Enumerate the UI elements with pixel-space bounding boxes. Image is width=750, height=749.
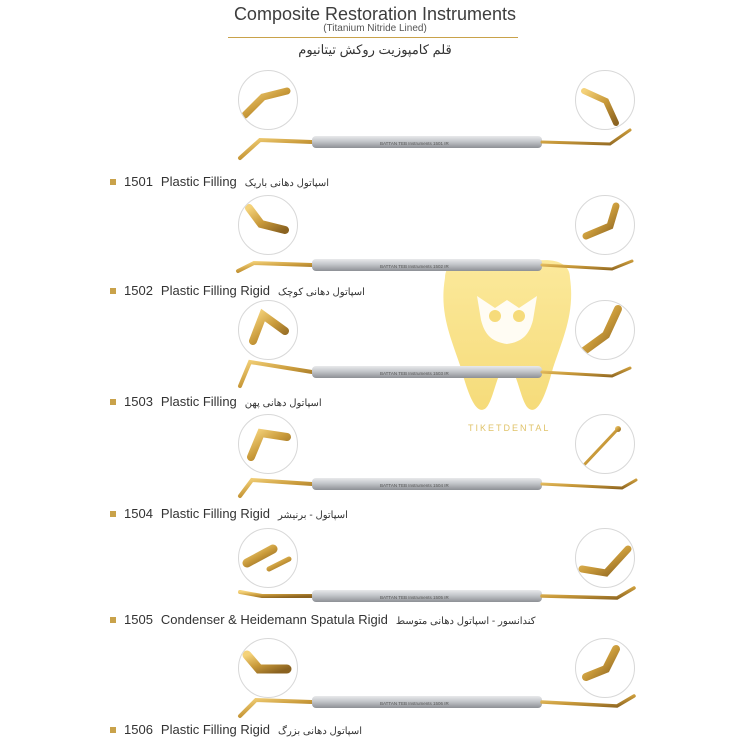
page-title: Composite Restoration Instruments [233, 4, 517, 24]
left-tip-closeup-image [238, 300, 298, 360]
left-tip-closeup-image [238, 528, 298, 588]
right-tip-closeup-image [575, 414, 635, 474]
product-item-1503 [0, 300, 750, 410]
product-persian-name: کندانسور - اسپاتول دهانی متوسط [395, 616, 536, 627]
product-name: Plastic Filling [160, 174, 237, 189]
instrument-marking: BATTAN TEB Instruments 1505 IR [380, 595, 449, 600]
instrument-image [232, 688, 642, 724]
title-divider [228, 37, 518, 38]
instrument-image [232, 251, 642, 287]
left-tip-closeup-image [238, 414, 298, 474]
product-persian-name: اسپاتول دهانی بزرگ [278, 726, 362, 737]
right-tip-closeup-image [575, 195, 635, 255]
product-code: 1503 [124, 394, 153, 409]
instrument-marking: BATTAN TEB Instruments 1502 IR [380, 264, 449, 269]
instrument-marking: BATTAN TEB Instruments 1503 IR [380, 371, 449, 376]
product-code: 1506 [124, 722, 153, 737]
bullet-icon [110, 179, 116, 185]
watermark-brand: TIKETDENTAL [468, 423, 551, 433]
product-name: Plastic Filling Rigid [160, 506, 271, 521]
product-caption [110, 612, 536, 627]
right-tip-closeup-image [575, 70, 635, 130]
product-item-1506 [0, 638, 750, 748]
left-tip-closeup-image [238, 70, 298, 130]
bullet-icon [110, 288, 116, 294]
product-caption [110, 174, 329, 189]
bullet-icon [110, 511, 116, 517]
page-subtitle: (Titanium Nitride Lined) [323, 23, 427, 34]
product-name: Plastic Filling Rigid [160, 283, 271, 298]
instrument-image [232, 128, 642, 164]
product-item-1505 [0, 528, 750, 638]
product-code: 1502 [124, 283, 153, 298]
product-code: 1504 [124, 506, 153, 521]
product-code: 1505 [124, 612, 153, 627]
persian-title: قلم کامپوزیت روکش تیتانیوم [298, 42, 452, 57]
product-persian-name: اسپاتول - برنیشر [278, 510, 348, 521]
product-caption [110, 283, 365, 298]
bullet-icon [110, 617, 116, 623]
product-item-1501 [0, 70, 750, 190]
product-name: Plastic Filling [160, 394, 237, 409]
instrument-marking: BATTAN TEB Instruments 1501 IR [380, 141, 449, 146]
product-name: Condenser & Heidemann Spatula Rigid [160, 612, 388, 627]
instrument-image [232, 470, 642, 506]
product-name: Plastic Filling Rigid [160, 722, 271, 737]
instrument-marking: BATTAN TEB Instruments 1506 IR [380, 701, 449, 706]
product-caption [110, 722, 362, 737]
product-persian-name: اسپاتول دهانی پهن [244, 398, 322, 409]
product-persian-name: اسپاتول دهانی کوچک [278, 287, 365, 298]
right-tip-closeup-image [575, 528, 635, 588]
product-item-1502 [0, 195, 750, 305]
product-code: 1501 [124, 174, 153, 189]
instrument-image [232, 356, 642, 392]
right-tip-closeup-image [575, 300, 635, 360]
bullet-icon [110, 399, 116, 405]
instrument-marking: BATTAN TEB Instruments 1504 IR [380, 483, 449, 488]
product-caption [110, 394, 322, 409]
left-tip-closeup-image [238, 195, 298, 255]
bullet-icon [110, 727, 116, 733]
product-persian-name: اسپاتول دهانی باریک [244, 178, 330, 189]
product-item-1504 [0, 414, 750, 524]
product-caption [110, 506, 348, 521]
